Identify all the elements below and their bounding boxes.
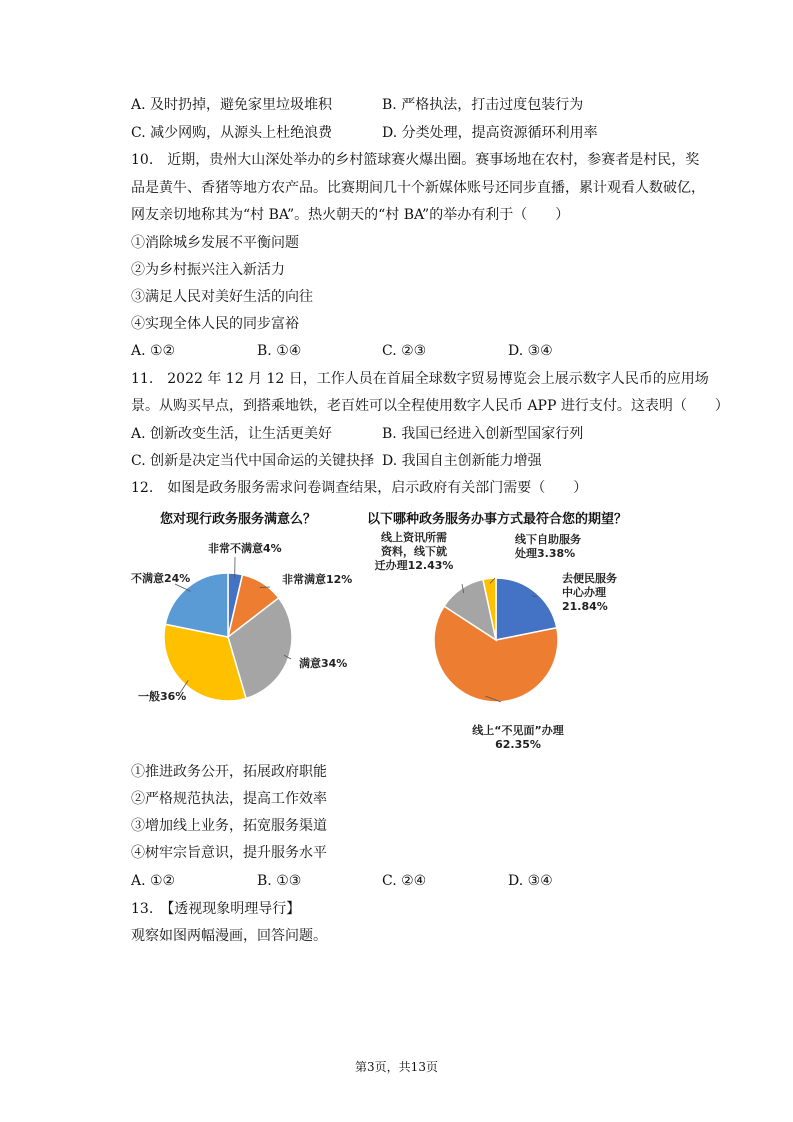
- q10-item: ③满足人民对美好生活的向往: [131, 289, 313, 305]
- chart1-slice-label: 满意34%: [299, 657, 348, 670]
- q12-stem: 12. 如图是政务服务需求问卷调查结果，启示政府有关部门需要（ ）: [131, 480, 588, 496]
- q12-option-a: A. ①②: [131, 873, 176, 889]
- q10-option-b: B. ①④: [257, 343, 302, 359]
- q10-stem-line: 网友亲切地称其为“村 BA”。热火朝天的“村 BA”的举办有利于（ ）: [131, 207, 570, 223]
- q12-option-d: D. ③④: [508, 873, 553, 889]
- chart1-slice-label: 一般36%: [138, 690, 187, 703]
- page-footer: 第3页，共13页: [355, 1060, 438, 1074]
- q9-option-c: C. 减少网购，从源头上杜绝浪费: [131, 125, 333, 141]
- q11-option-c: C. 创新是决定当代中国命运的关键抉择: [131, 453, 375, 469]
- q9-option-d: D. 分类处理，提高资源循环利用率: [382, 125, 598, 141]
- q11-stem-line: 景。从购买早点，到搭乘地铁，老百姓可以全程使用数字人民币 APP 进行支付。这表明（ ）: [131, 398, 729, 414]
- q12-item: ②严格规范执法，提高工作效率: [131, 791, 327, 807]
- q12-item: ③增加线上业务，拓宽服务渠道: [131, 818, 327, 834]
- q10-item: ①消除城乡发展不平衡问题: [131, 235, 299, 251]
- q10-option-d: D. ③④: [508, 343, 553, 359]
- chart1-slice-label: 非常满意12%: [282, 573, 353, 586]
- q10-option-c: C. ②③: [382, 343, 427, 359]
- chart2-slice-label: 线上资讯所需资料，线下就迁办理12.43%: [374, 531, 454, 572]
- q13-text: 观察如图两幅漫画，回答问题。: [131, 928, 327, 944]
- chart1-title: 您对现行政务服务满意么？: [160, 512, 317, 527]
- q9-option-b: B. 严格执法，打击过度包装行为: [382, 97, 584, 113]
- q10-stem-line: 10. 近期，贵州大山深处举办的乡村篮球赛火爆出圈。赛事场地在农村，参赛者是村民，奖: [131, 152, 700, 168]
- q13-stem: 13. 【透视现象明理导行】: [131, 901, 301, 917]
- q10-item: ④实现全体人民的同步富裕: [131, 316, 299, 332]
- q10-item: ②为乡村振兴注入新活力: [131, 262, 285, 278]
- q9-option-a: A. 及时扔掉，避免家里垃圾堆积: [131, 97, 333, 113]
- chart2-slice-label: 去便民服务中心办理 21.84%: [562, 572, 617, 613]
- q11-stem-line: 11. 2022 年 12 月 12 日，工作人员在首届全球数字贸易博览会上展示数字人民币的应用场: [131, 371, 709, 387]
- chart1-slice-label: 非常不满意4%: [208, 542, 282, 555]
- chart2-slice-label: 线上“不见面”办理 62.35%: [472, 724, 564, 751]
- q12-item: ①推进政务公开，拓展政府职能: [131, 764, 327, 780]
- q11-option-a: A. 创新改变生活，让生活更美好: [131, 426, 333, 442]
- q12-item: ④树牢宗旨意识，提升服务水平: [131, 845, 327, 861]
- chart1-leader-line: [260, 587, 270, 588]
- q12-option-c: C. ②④: [382, 873, 427, 889]
- q11-option-b: B. 我国已经进入创新型国家行列: [382, 426, 584, 442]
- chart2-slice-label: 线下自助服务处理3.38%: [515, 533, 581, 560]
- q11-option-d: D. 我国自主创新能力增强: [382, 453, 542, 469]
- q12-option-b: B. ①③: [257, 873, 302, 889]
- q10-option-a: A. ①②: [131, 343, 176, 359]
- chart1-slice-label: 不满意24%: [131, 572, 191, 585]
- q10-stem-line: 品是黄牛、香猪等地方农产品。比赛期间几十个新媒体账号还同步直播，累计观看人数破亿，: [131, 180, 705, 196]
- chart2-title: 以下哪种政务服务办事方式最符合您的期望？: [367, 512, 628, 527]
